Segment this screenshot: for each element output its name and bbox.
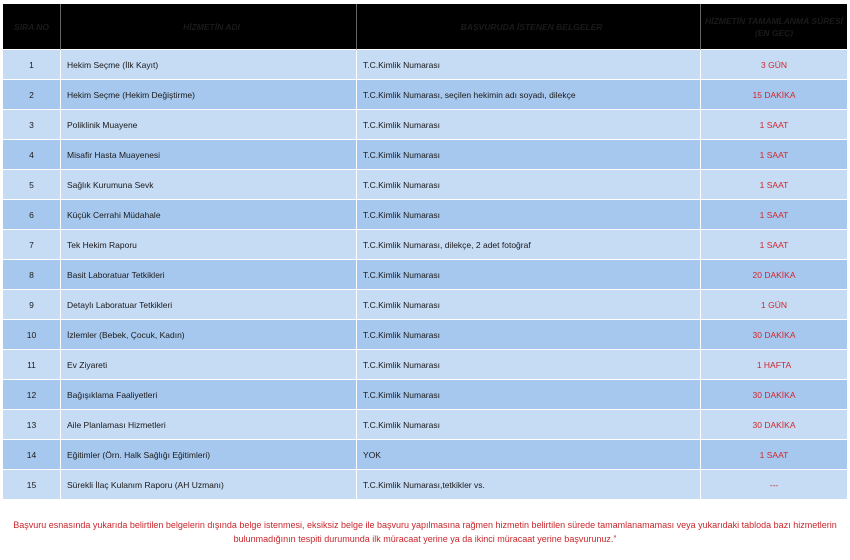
table-row [3, 380, 847, 410]
cell-service: Hekim Seçme (İlk Kayıt) [61, 50, 357, 80]
cell-no: 12 [3, 380, 61, 410]
cell-duration: 15 DAKİKA [701, 80, 847, 110]
header-no: SIRA NO [3, 4, 61, 50]
cell-no: 11 [3, 350, 61, 380]
table-header [3, 4, 847, 50]
cell-duration: 1 SAAT [701, 440, 847, 470]
cell-service: Ev Ziyareti [61, 350, 357, 380]
cell-documents: T.C.Kimlik Numarası [357, 320, 701, 350]
cell-documents: T.C.Kimlik Numarası [357, 350, 701, 380]
cell-service: Tek Hekim Raporu [61, 230, 357, 260]
cell-service: Küçük Cerrahi Müdahale [61, 200, 357, 230]
cell-duration: 30 DAKİKA [701, 320, 847, 350]
table-row [3, 410, 847, 440]
cell-service: Bağışıklama Faaliyetleri [61, 380, 357, 410]
cell-duration: 1 SAAT [701, 230, 847, 260]
cell-service: Hekim Seçme (Hekim Değiştirme) [61, 80, 357, 110]
cell-service: Sağlık Kurumuna Sevk [61, 170, 357, 200]
cell-service: Sürekli İlaç Kulanım Raporu (AH Uzmanı) [61, 470, 357, 500]
header-service: HİZMETİN ADI [61, 4, 357, 50]
footer-note [8, 518, 842, 546]
cell-duration: 1 SAAT [701, 110, 847, 140]
header-duration: HİZMETİN TAMAMLANMA SÜRESİ (EN GEÇ) [701, 4, 847, 50]
table-row [3, 50, 847, 80]
cell-documents: T.C.Kimlik Numarası [357, 200, 701, 230]
cell-documents: T.C.Kimlik Numarası, dilekçe, 2 adet fotoğraf [357, 230, 701, 260]
cell-service: Detaylı Laboratuar Tetkikleri [61, 290, 357, 320]
cell-duration: 1 SAAT [701, 170, 847, 200]
cell-documents: T.C.Kimlik Numarası [357, 290, 701, 320]
table-row [3, 230, 847, 260]
cell-no: 9 [3, 290, 61, 320]
cell-no: 14 [3, 440, 61, 470]
cell-no: 2 [3, 80, 61, 110]
table-row [3, 290, 847, 320]
cell-duration: --- [701, 470, 847, 500]
table-row [3, 350, 847, 380]
cell-documents: T.C.Kimlik Numarası [357, 170, 701, 200]
table-row [3, 140, 847, 170]
cell-duration: 20 DAKİKA [701, 260, 847, 290]
cell-service: Basit Laboratuar Tetkikleri [61, 260, 357, 290]
cell-service: Misafir Hasta Muayenesi [61, 140, 357, 170]
cell-no: 13 [3, 410, 61, 440]
cell-documents: T.C.Kimlik Numarası [357, 380, 701, 410]
cell-duration: 1 HAFTA [701, 350, 847, 380]
table-row [3, 200, 847, 230]
table-row [3, 470, 847, 500]
cell-documents: T.C.Kimlik Numarası [357, 50, 701, 80]
cell-no: 4 [3, 140, 61, 170]
cell-documents: T.C.Kimlik Numarası [357, 110, 701, 140]
cell-documents: T.C.Kimlik Numarası,tetkikler vs. [357, 470, 701, 500]
cell-no: 3 [3, 110, 61, 140]
cell-duration: 1 SAAT [701, 140, 847, 170]
footer-note-line-2: bulunmadığının tespiti durumunda ilk müracaat yerine ya da ikinci müracaat yerine başvurunuz.” [233, 534, 617, 544]
table-row [3, 170, 847, 200]
cell-no: 1 [3, 50, 61, 80]
cell-service: İzlemler (Bebek, Çocuk, Kadın) [61, 320, 357, 350]
cell-no: 7 [3, 230, 61, 260]
cell-duration: 30 DAKİKA [701, 380, 847, 410]
table-body [3, 50, 847, 500]
cell-service: Poliklinik Muayene [61, 110, 357, 140]
cell-documents: T.C.Kimlik Numarası [357, 410, 701, 440]
cell-documents: T.C.Kimlik Numarası, seçilen hekimin adı soyadı, dilekçe [357, 80, 701, 110]
cell-documents: T.C.Kimlik Numarası [357, 260, 701, 290]
table-row [3, 80, 847, 110]
table-row [3, 440, 847, 470]
table-row [3, 320, 847, 350]
cell-no: 15 [3, 470, 61, 500]
cell-duration: 1 SAAT [701, 200, 847, 230]
header-documents: BAŞVURUDA İSTENEN BELGELER [357, 4, 701, 50]
cell-documents: T.C.Kimlik Numarası [357, 140, 701, 170]
cell-service: Aile Planlaması Hizmetleri [61, 410, 357, 440]
cell-documents: YOK [357, 440, 701, 470]
table-row [3, 260, 847, 290]
cell-no: 6 [3, 200, 61, 230]
cell-duration: 3 GÜN [701, 50, 847, 80]
cell-duration: 30 DAKİKA [701, 410, 847, 440]
service-standards-table [3, 4, 847, 500]
cell-duration: 1 GÜN [701, 290, 847, 320]
cell-no: 8 [3, 260, 61, 290]
table-row [3, 110, 847, 140]
footer-note-line-1: Başvuru esnasında yukarıda belirtilen belgelerin dışında belge istenmesi, eksiksiz belge ile başvuru yapılmasına rağmen hizmetin belirtilen sürede tamamlanamaması veya yukarıdaki tabloda bazı hizmetlerin [13, 520, 837, 530]
cell-no: 5 [3, 170, 61, 200]
cell-no: 10 [3, 320, 61, 350]
cell-service: Eğitimler (Örn. Halk Sağlığı Eğitimleri) [61, 440, 357, 470]
